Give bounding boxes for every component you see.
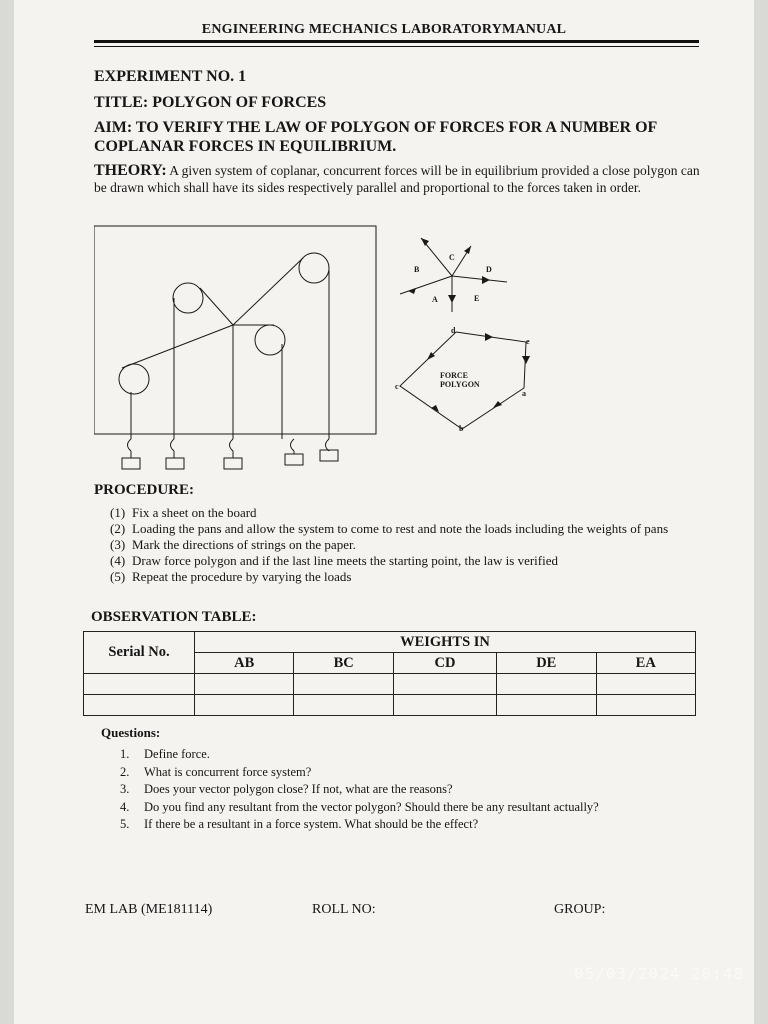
- vertex-b: b: [459, 424, 464, 433]
- apparatus-diagram: [94, 224, 714, 476]
- table-cell[interactable]: [393, 695, 496, 716]
- procedure-step: [110, 537, 700, 553]
- step-number: (3): [110, 537, 126, 552]
- running-header: ENGINEERING MECHANICS LABORATORYMANUAL: [201, 22, 567, 37]
- table-cell[interactable]: [497, 674, 596, 695]
- space-label-e: E: [474, 294, 480, 303]
- table-cell[interactable]: [497, 695, 596, 716]
- polygon-title-line1: FORCE: [440, 371, 468, 380]
- procedure-step: [110, 521, 700, 537]
- weights-header: WEIGHTS IN: [195, 632, 696, 653]
- vertex-a: a: [522, 389, 526, 398]
- question-text: Do you find any resultant from the vector polygon? Should there be any resultant actually?: [144, 799, 599, 814]
- table-header-row: [84, 632, 696, 653]
- question-text: Does your vector polygon close? If not, what are the reasons?: [144, 782, 453, 796]
- questions-heading: Questions:: [101, 725, 161, 740]
- manual-page: [14, 0, 754, 1024]
- step-number: (1): [110, 505, 126, 520]
- polygon-title-line2: POLYGON: [440, 380, 480, 389]
- page-title: POLYGON OF FORCES: [152, 94, 327, 111]
- question-item: [120, 746, 700, 764]
- step-text: Mark the directions of strings on the paper.: [132, 537, 356, 552]
- step-text: Loading the pans and allow the system to come to rest and note the loads including the weights of pans: [132, 521, 669, 536]
- space-diagram: [400, 238, 507, 312]
- space-label-d: D: [486, 265, 492, 274]
- pulley-3: [255, 325, 285, 355]
- header-rule-thick: [94, 40, 699, 43]
- col-ea: EA: [596, 653, 696, 674]
- vertex-d: d: [451, 326, 456, 335]
- col-bc: BC: [294, 653, 393, 674]
- table-row: [84, 695, 696, 716]
- questions-list: [120, 746, 700, 834]
- procedure-list: [110, 505, 700, 585]
- space-label-c: C: [449, 253, 455, 262]
- step-number: (2): [110, 521, 126, 536]
- table-cell[interactable]: [294, 695, 393, 716]
- header-rule-thin: [94, 46, 699, 47]
- table-cell[interactable]: [596, 674, 696, 695]
- table-cell[interactable]: [84, 695, 195, 716]
- question-number: 2.: [120, 764, 130, 779]
- question-item: [120, 799, 700, 817]
- strings: [122, 258, 329, 439]
- col-ab: AB: [195, 653, 294, 674]
- footer-group: GROUP:: [554, 902, 606, 917]
- question-number: 5.: [120, 817, 130, 831]
- theory-text: A given system of coplanar, concurrent forces will be in equilibrium provided a close polygon can be drawn which shall have its sides respectively parallel and proportional to the forces taken in order.: [94, 163, 700, 195]
- pulley-2: [299, 253, 329, 283]
- drawing-board: [94, 226, 376, 434]
- camera-timestamp: 05/03/2024 20:48: [574, 964, 745, 983]
- space-label-a: A: [432, 295, 438, 304]
- space-label-b: B: [414, 265, 420, 274]
- table-cell[interactable]: [195, 674, 294, 695]
- observation-table: [83, 631, 696, 716]
- procedure-heading: PROCEDURE:: [94, 482, 194, 498]
- theory-paragraph: [94, 162, 709, 196]
- footer-roll: ROLL NO:: [312, 902, 376, 917]
- col-cd: CD: [393, 653, 496, 674]
- pulley-1: [173, 283, 203, 313]
- pulley-4: [119, 364, 149, 394]
- table-cell[interactable]: [294, 674, 393, 695]
- procedure-step: [110, 569, 700, 585]
- title-line: [94, 94, 326, 112]
- procedure-step: [110, 505, 700, 521]
- experiment-number: EXPERIMENT NO. 1: [94, 68, 247, 85]
- table-cell[interactable]: [393, 674, 496, 695]
- question-number: 3.: [120, 782, 130, 796]
- question-item: [120, 764, 700, 782]
- col-de: DE: [497, 653, 596, 674]
- table-cell[interactable]: [84, 674, 195, 695]
- question-number: 4.: [120, 799, 130, 814]
- step-number: (5): [110, 569, 126, 584]
- table-cell[interactable]: [195, 695, 294, 716]
- procedure-step: [110, 553, 700, 569]
- step-number: (4): [110, 553, 126, 568]
- title-label: TITLE:: [94, 94, 149, 111]
- question-text: What is concurrent force system?: [144, 764, 312, 779]
- table-cell[interactable]: [596, 695, 696, 716]
- step-text: Repeat the procedure by varying the loads: [132, 569, 352, 584]
- observation-heading: OBSERVATION TABLE:: [91, 609, 257, 625]
- question-text: Define force.: [144, 747, 210, 761]
- table-row: [84, 674, 696, 695]
- aim-text: AIM: TO VERIFY THE LAW OF POLYGON OF FORCES FOR A NUMBER OF COPLANAR FORCES IN EQUILIBRIUM.: [94, 119, 657, 155]
- vertex-c: c: [395, 382, 399, 391]
- vertex-e: e: [526, 337, 530, 346]
- question-number: 1.: [120, 747, 130, 761]
- question-text: If there be a resultant in a force system. What should be the effect?: [144, 817, 479, 831]
- serial-header: Serial No.: [84, 632, 195, 674]
- question-item: [120, 816, 700, 834]
- step-text: Draw force polygon and if the last line meets the starting point, the law is verified: [132, 553, 558, 568]
- footer-course: EM LAB (ME181114): [85, 902, 213, 917]
- theory-label: THEORY:: [94, 162, 167, 179]
- step-text: Fix a sheet on the board: [132, 505, 257, 520]
- weight-pans: [122, 439, 338, 469]
- question-item: [120, 781, 700, 799]
- diagram-area: [94, 224, 714, 481]
